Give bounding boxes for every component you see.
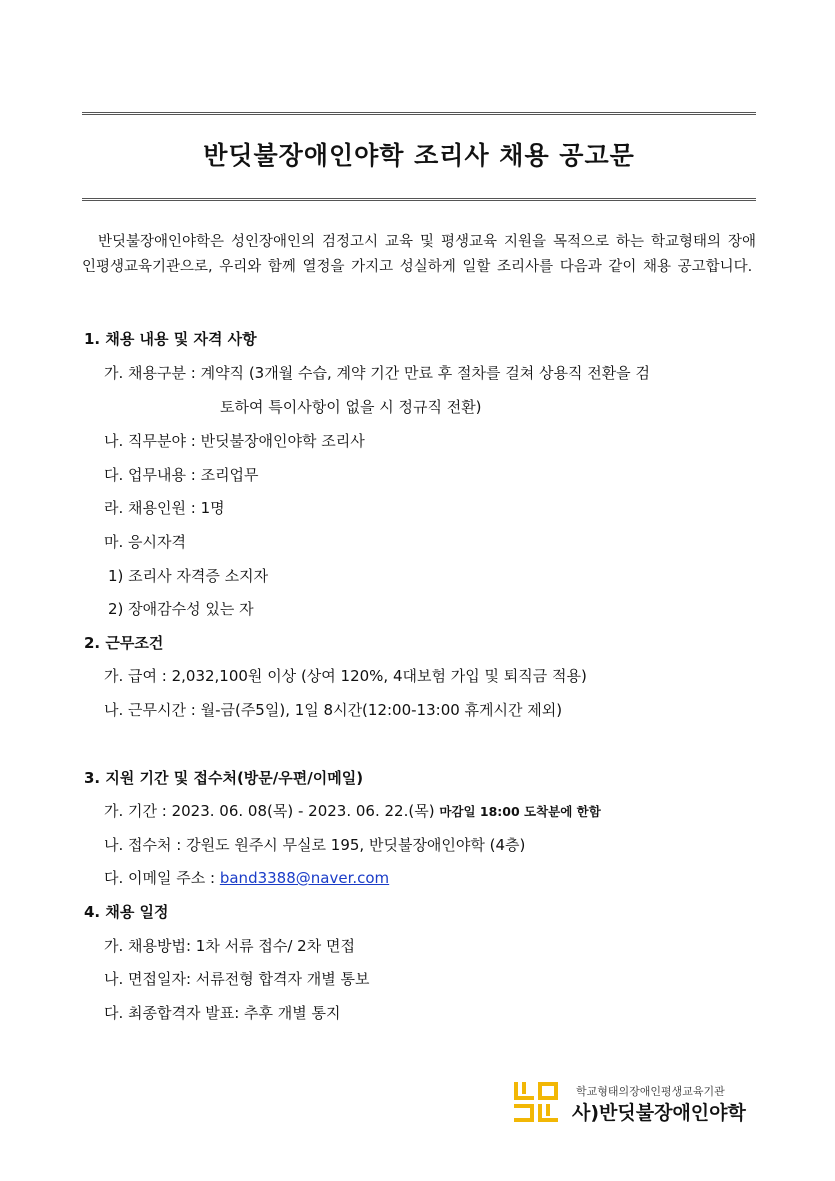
section2-item-b: 나. 근무시간 : 월-금(주5일), 1일 8시간(12:00-13:00 휴게시간 제외)	[104, 701, 563, 719]
section1-item-e2: 2) 장애감수성 있는 자	[108, 600, 254, 618]
section1-item-e: 마. 응시자격	[104, 533, 186, 551]
deadline-note: 마감일 18:00 도착분에 한함	[439, 804, 601, 819]
section4-item-b: 나. 면접일자: 서류전형 합격자 개별 통보	[104, 970, 370, 988]
section2-item-a: 가. 급여 : 2,032,100원 이상 (상여 120%, 4대보험 가입 및 퇴직금 적용)	[104, 667, 587, 685]
logo-name: 사)반딧불장애인야학	[572, 1102, 746, 1124]
section2-heading: 2. 근무조건	[84, 634, 164, 652]
firefly-logo-icon	[512, 1080, 562, 1124]
section3-item-c: 다. 이메일 주소 : band3388@naver.com	[104, 869, 390, 887]
section3-item-b: 나. 접수처 : 강원도 원주시 무실로 195, 반딧불장애인야학 (4층)	[104, 836, 526, 854]
page-title: 반딧불장애인야학 조리사 채용 공고문	[203, 141, 635, 170]
section1-item-e1: 1) 조리사 자격증 소지자	[108, 567, 269, 585]
section1-item-b: 나. 직무분야 : 반딧불장애인야학 조리사	[104, 432, 365, 450]
email-link[interactable]: band3388@naver.com	[219, 869, 390, 887]
section3-heading: 3. 지원 기간 및 접수처(방문/우편/이메일)	[84, 769, 364, 787]
top-rule	[82, 112, 756, 115]
section4-item-c: 다. 최종합격자 발표: 추후 개별 통지	[104, 1004, 341, 1022]
section1-item-d: 라. 채용인원 : 1명	[104, 499, 225, 517]
title-bottom-rule	[82, 198, 756, 201]
section1-heading: 1. 채용 내용 및 자격 사항	[84, 330, 257, 348]
section1-item-c: 다. 업무내용 : 조리업무	[104, 466, 259, 484]
logo-subtitle: 학교형태의장애인평생교육기관	[576, 1085, 725, 1098]
intro-paragraph: 반딧불장애인야학은 성인장애인의 검정고시 교육 및 평생교육 지원을 목적으로 하는 학교형태의 장애인평생교육기관으로, 우리와 함께 열정을 가지고 성실하게 일할 조리사를 다음과 같이 채용 공고합니다.	[82, 234, 756, 275]
section1-item-a: 가. 채용구분 : 계약직 (3개월 수습, 계약 기간 만료 후 절차를 걸쳐 상용직 전환을 검	[104, 364, 650, 382]
section4-heading: 4. 채용 일정	[84, 903, 169, 921]
organization-logo	[512, 1080, 762, 1126]
section3-item-a: 가. 기간 : 2023. 06. 08(목) - 2023. 06. 22.(목) 마감일 18:00 도착분에 한함	[104, 802, 601, 820]
section1-item-a-cont: 토하여 특이사항이 없을 시 정규직 전환)	[220, 398, 482, 416]
section4-item-a: 가. 채용방법: 1차 서류 접수/ 2차 면접	[104, 937, 355, 955]
